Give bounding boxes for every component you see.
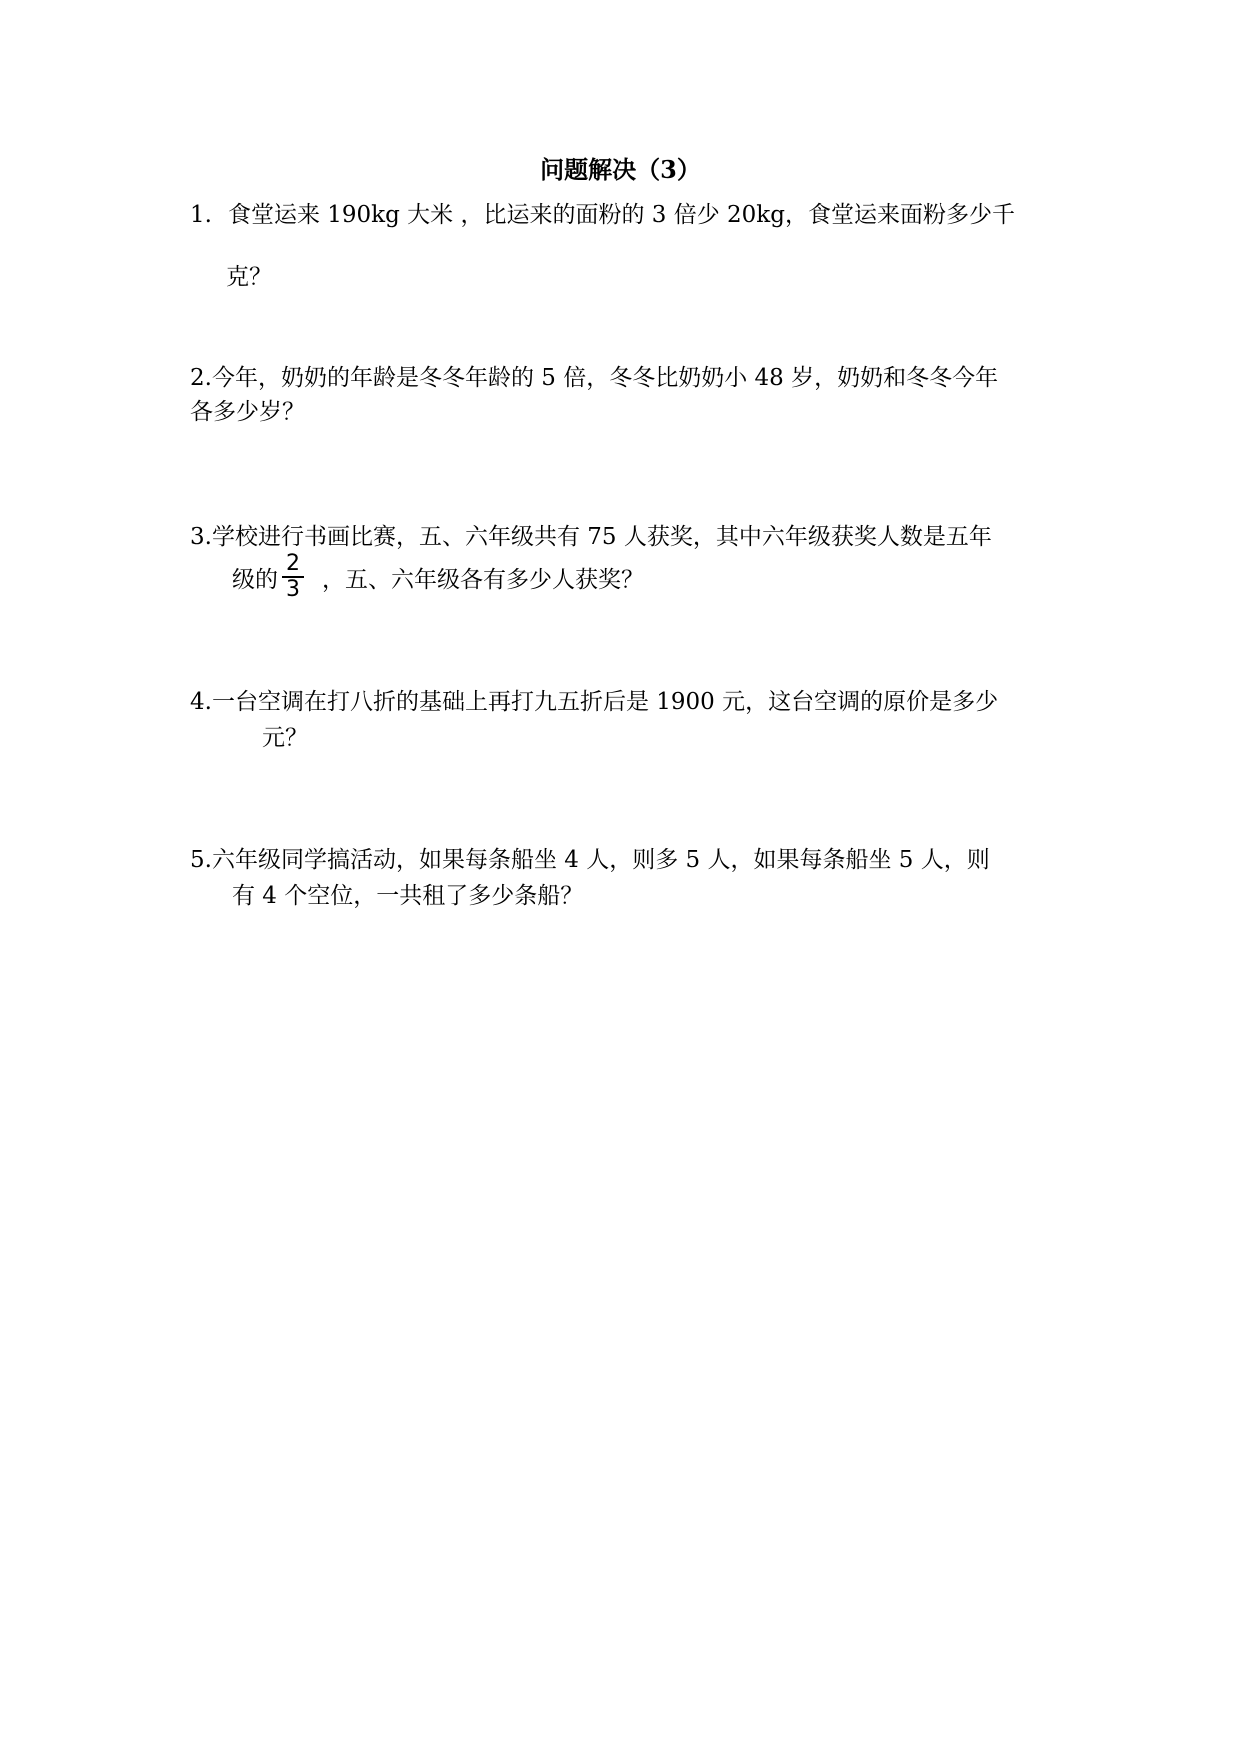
problem-1-text: 食堂运来 190kg 大米 ，比运来的面粉的 3 倍少 20kg，食堂运来面粉多少千 xyxy=(227,202,1015,228)
fraction-denominator: 3 xyxy=(286,577,300,602)
problem-1-number: 1. xyxy=(190,202,212,228)
problem-5-text: 六年级同学搞活动，如果每条船坐 4 人，则多 5 人，如果每条船坐 5 人，则 xyxy=(211,847,990,873)
problem-4-line-2: 元？ xyxy=(262,725,308,751)
problem-3-line-2 xyxy=(232,551,644,606)
problem-1-line-1 xyxy=(190,196,1015,234)
problem-5-line-2: 有 4 个空位，一共租了多少条船？ xyxy=(232,883,584,909)
problem-3-text-post: ，五、六年级各有多少人获奖？ xyxy=(322,567,644,593)
page-title: 问题解决（3） xyxy=(540,155,701,184)
problem-3-number: 3. xyxy=(190,524,212,550)
fraction-numerator: 2 xyxy=(282,552,304,578)
problem-3-text: 学校进行书画比赛，五、六年级共有 75 人获奖，其中六年级获奖人数是五年 xyxy=(211,524,992,550)
problem-4-line-1 xyxy=(190,683,998,721)
problem-4-number: 4. xyxy=(190,689,212,715)
problem-4-text: 一台空调在打八折的基础上再打九五折后是 1900 元，这台空调的原价是多少 xyxy=(211,689,999,715)
problem-2-number: 2. xyxy=(190,365,212,391)
problem-2-line-1 xyxy=(190,359,998,397)
problem-1-line-2: 克？ xyxy=(226,264,272,290)
problem-3-text-pre: 级的 xyxy=(232,567,278,593)
problem-2-text: 今年，奶奶的年龄是冬冬年龄的 5 倍，冬冬比奶奶小 48 岁，奶奶和冬冬今年 xyxy=(211,365,999,391)
problem-5-line-1 xyxy=(190,841,990,879)
problem-3-line-1 xyxy=(190,518,992,556)
problem-5-number: 5. xyxy=(190,847,212,873)
fraction-two-thirds xyxy=(282,552,304,602)
problem-2-line-2: 各多少岁？ xyxy=(190,399,305,425)
